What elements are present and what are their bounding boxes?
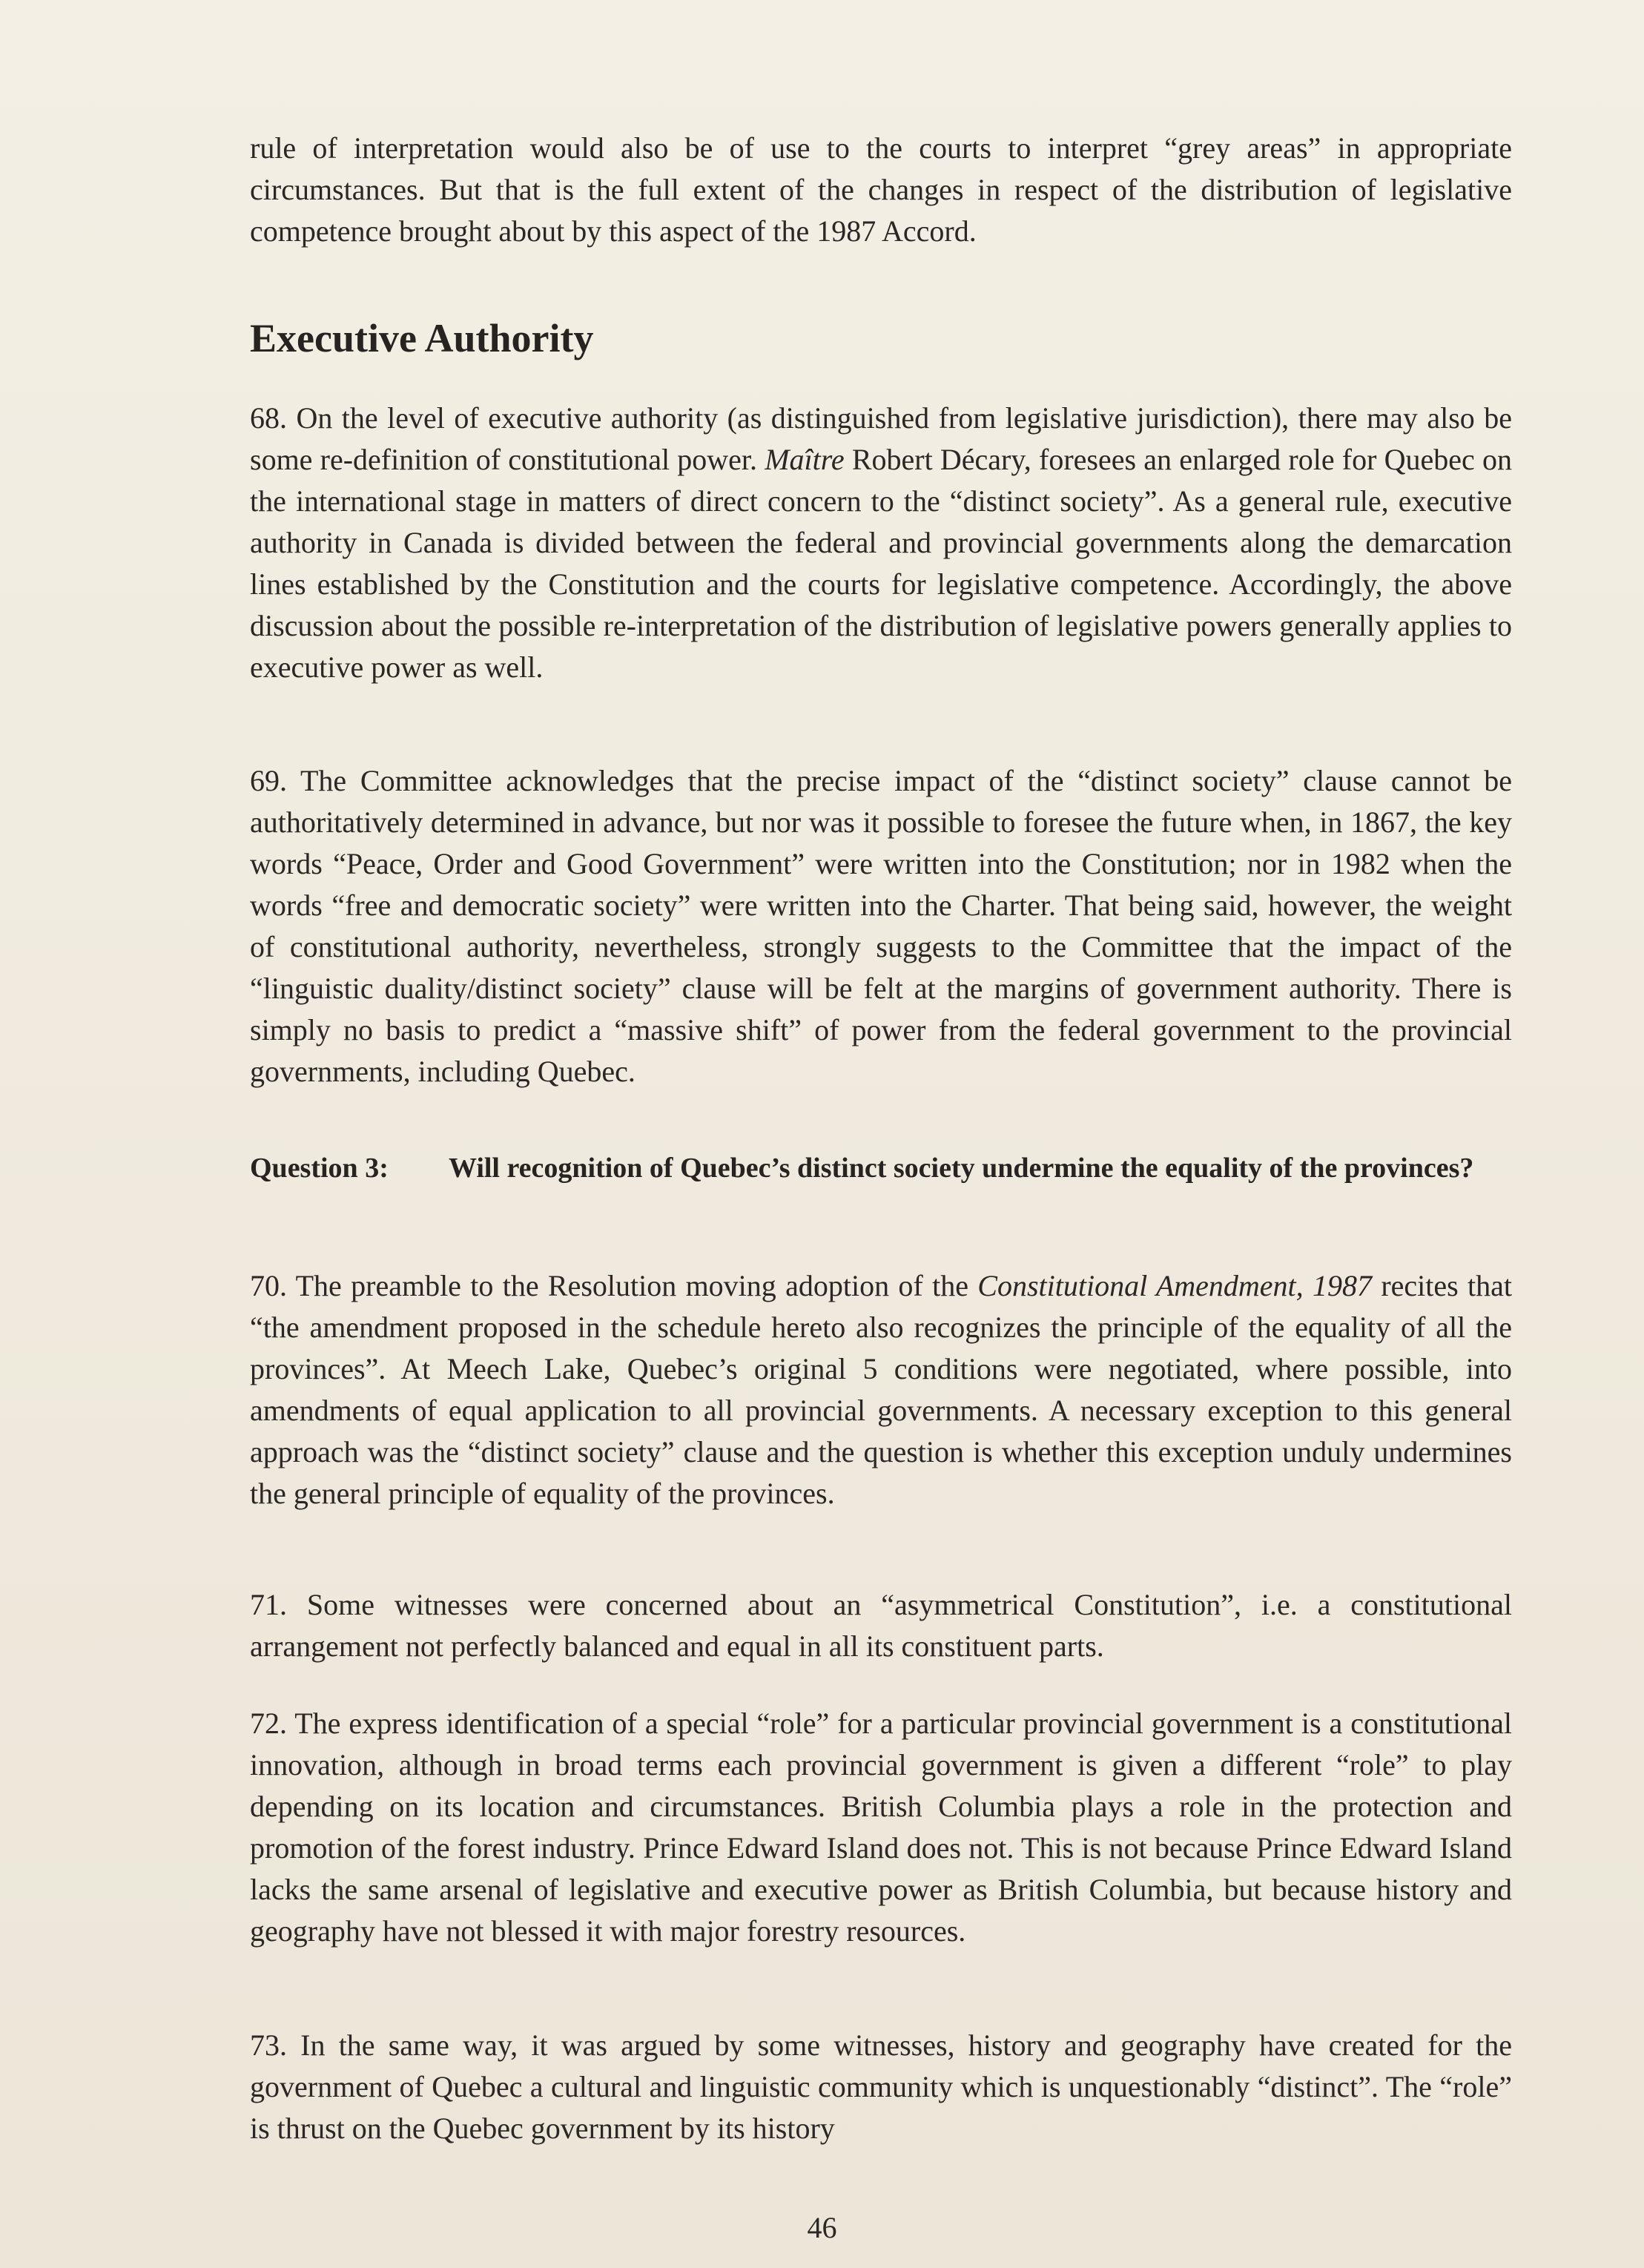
- paragraph-68: [250, 398, 1512, 688]
- paragraph-70-rest: recites that “the amendment proposed in the schedule hereto also recognizes the principle of the equality of all the provinces”. At Meech Lake, Quebec’s original 5 conditions were negotiated, where possible, into amendments of equal application to all provincial governments. A necessary exception to this general approach was the “distinct society” clause and the question is whether this exception unduly undermines the general principle of equality of the provinces.: [250, 1269, 1512, 1510]
- question-3: [250, 1148, 1512, 1188]
- paragraph-70-text: [250, 1265, 1512, 1514]
- section-heading: Executive Authority: [250, 316, 594, 360]
- paragraph-70-lead: 70. The preamble to the Resolution moving adoption of the: [250, 1269, 978, 1302]
- paragraph-68-italic: Maître: [765, 443, 845, 476]
- intro-paragraph: [250, 128, 1512, 252]
- intro-text: rule of interpretation would also be of use to the courts to interpret “grey areas” in appropriate circumstances. But that is the full extent of the changes in respect of the distribution of legislative competence brought about by this aspect of the 1987 Accord.: [250, 131, 1512, 248]
- paragraph-72: [250, 1703, 1512, 1952]
- paragraph-73-text: 73. In the same way, it was argued by some witnesses, history and geography have created for the government of Quebec a cultural and linguistic community which is unquestionably “distinct”. The “role” is thrust on the Quebec government by its history: [250, 2028, 1512, 2145]
- paragraph-68-text: [250, 398, 1512, 688]
- question-3-text: Will recognition of Quebec’s distinct society undermine the equality of the provinces?: [449, 1153, 1474, 1184]
- paragraph-73: [250, 2025, 1512, 2149]
- paragraph-71: [250, 1584, 1512, 1667]
- paragraph-68-rest: Robert Décary, foresees an enlarged role for Quebec on the international stage in matters of direct concern to the “distinct society”. As a general rule, executive authority in Canada is divided between the federal and provincial governments along the demarcation lines established by the Constitution and the courts for legislative competence. Accordingly, the above discussion about the possible re-interpretation of the distribution of legislative powers generally applies to executive power as well.: [250, 443, 1512, 684]
- paragraph-70-italic: Constitutional Amendment, 1987: [977, 1269, 1372, 1302]
- paragraph-72-text: 72. The express identification of a special “role” for a particular provincial government is a constitutional innovation, although in broad terms each provincial government is given a different “role” to play depending on its location and circumstances. British Columbia plays a role in the protection and promotion of the forest industry. Prince Edward Island does not. This is not because Prince Edward Island lacks the same arsenal of legislative and executive power as British Columbia, but because history and geography have not blessed it with major forestry resources.: [250, 1707, 1512, 1948]
- question-3-label: Question 3:: [250, 1153, 389, 1184]
- paragraph-68-lead: 68. On the level of executive authority (as distinguished from legislative jurisdiction), there may also be some re-definition of constitutional power.: [250, 401, 1512, 476]
- paragraph-71-text: 71. Some witnesses were concerned about an “asymmetrical Constitution”, i.e. a constitutional arrangement not perfectly balanced and equal in all its constituent parts.: [250, 1588, 1512, 1663]
- page-number: 46: [807, 2211, 837, 2244]
- paragraph-69: [250, 760, 1512, 1092]
- paragraph-69-text: 69. The Committee acknowledges that the precise impact of the “distinct society” clause cannot be authoritatively determined in advance, but nor was it possible to foresee the future when, in 1867, the key words “Peace, Order and Good Government” were written into the Constitution; nor in 1982 when the words “free and democratic society” were written into the Charter. That being said, however, the weight of constitutional authority, nevertheless, strongly suggests to the Committee that the impact of the “linguistic duality/distinct society” clause will be felt at the margins of government authority. There is simply no basis to predict a “massive shift” of power from the federal government to the provincial governments, including Quebec.: [250, 764, 1512, 1088]
- paragraph-70: [250, 1265, 1512, 1514]
